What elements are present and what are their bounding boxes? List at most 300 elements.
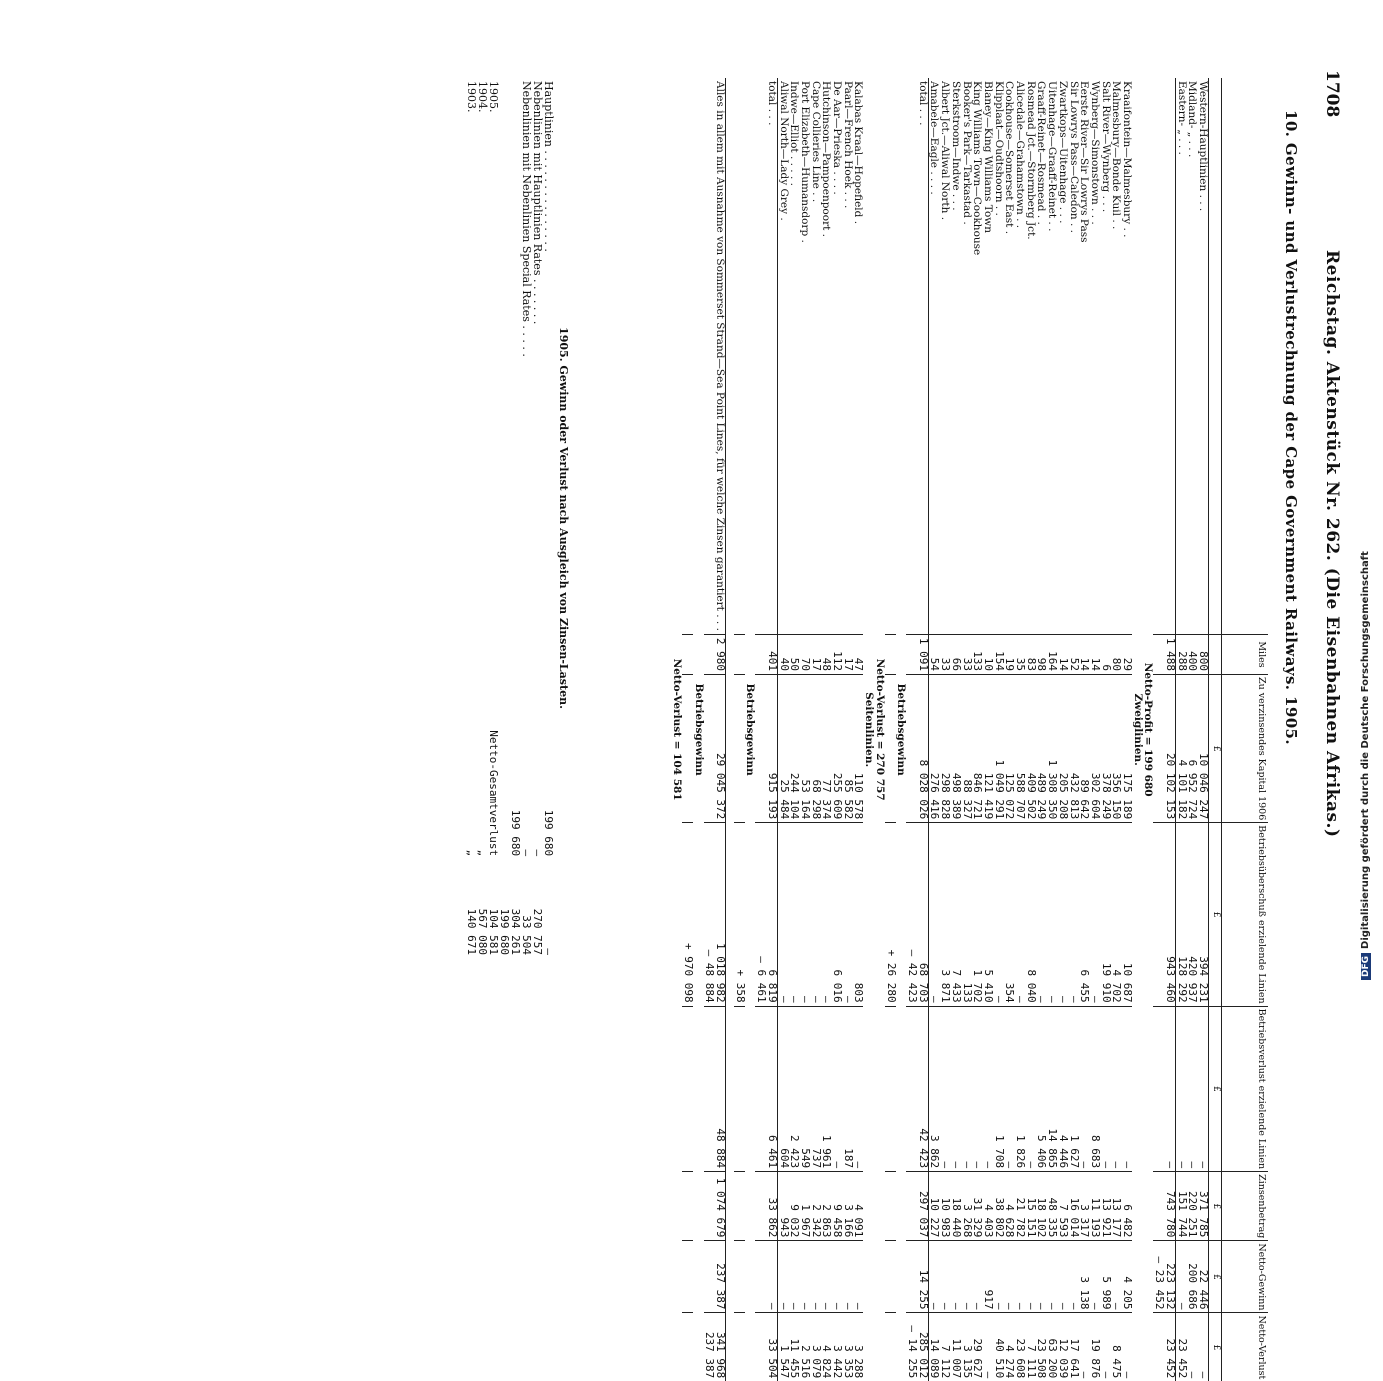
table-cell: 33 504 (766, 1313, 777, 1381)
table-cell: — (853, 1241, 864, 1313)
table-cell: 1 049 291 (993, 675, 1004, 823)
table-cell: 89 642 (1079, 675, 1090, 823)
table-row (755, 78, 766, 1381)
table-cell: 285 012 (917, 1313, 928, 1381)
summary-title: 1905. Gewinn oder Verlust nach Ausgleich von Zinsen-Lasten. (557, 327, 570, 709)
table-cell: 1 018 982 (714, 823, 725, 1006)
table-cell: 52 (1068, 634, 1079, 674)
summary-cell: — (542, 948, 555, 955)
table-cell: — (821, 823, 832, 1006)
table-row (1153, 78, 1164, 1381)
table-cell: 378 249 (1100, 675, 1111, 823)
table-cell (682, 78, 693, 634)
table-cell: Eastern- „ . . . (1175, 81, 1188, 155)
table-cell: Midland- „ . . . (1186, 81, 1199, 158)
table-cell: 3 268 (961, 1172, 972, 1241)
table-cell: total . . . (917, 78, 928, 634)
table-cell: + 358 (734, 823, 745, 1006)
table-cell (906, 675, 917, 823)
year-total-cell: Netto-Gesamtverlust (487, 730, 500, 857)
table-cell: 401 (766, 634, 777, 674)
table-cell (682, 634, 693, 674)
table-cell: 14 (1057, 634, 1068, 674)
table-cell: Alicedale—Grahamstown . . (1014, 81, 1027, 229)
table-cell: 11 007 (950, 1313, 961, 1381)
table-cell: Western-Hauptlinien . . . (1197, 81, 1209, 212)
table-cell: — (961, 1006, 972, 1172)
table-cell: — (810, 823, 821, 1006)
table-cell: — (1121, 1006, 1132, 1172)
table-cell: 48 335 (1046, 1172, 1057, 1241)
gain-note (896, 78, 907, 1381)
table-row (853, 78, 864, 1381)
table-cell: 6 (1100, 634, 1111, 674)
table-cell: — (950, 1241, 961, 1313)
table-cell: 54 (928, 634, 939, 674)
table-cell: — (1036, 823, 1047, 1006)
table-cell: 4 403 (982, 1172, 993, 1241)
table-cell: 400 (1187, 634, 1198, 674)
table-cell (682, 1313, 693, 1381)
table-cell: 11 193 (1089, 1172, 1100, 1241)
table-cell: 154 (993, 634, 1004, 674)
table-cell: 489 249 (1036, 675, 1047, 823)
table-cell: 549 (799, 1006, 810, 1172)
table-cell (704, 1006, 715, 1172)
table-cell (906, 634, 917, 674)
table-cell: 354 (1004, 823, 1015, 1006)
table-cell: 356 150 (1111, 675, 1122, 823)
year-total-cell: 567 080 (476, 908, 489, 955)
table-cell (1153, 675, 1164, 823)
table-cell: 70 (799, 634, 810, 674)
table-cell: Malmesbury—Bonde Kuil . . (1110, 81, 1123, 230)
summary-cell: Nebenlinien mit Hauptlinien Rates . . . . . . . (531, 81, 544, 325)
table-row (1014, 78, 1025, 1381)
column-header: Netto-Gewinn (1222, 1241, 1269, 1313)
table-cell: — (1004, 1006, 1015, 1172)
section-row (1132, 78, 1143, 1381)
table-row (982, 78, 993, 1381)
table-cell: Kraaifontein—Malmesbury . . (1121, 81, 1134, 238)
table-cell: Port Elizabeth—Humansdorp . (798, 81, 811, 243)
table-cell: 2 516 (799, 1313, 810, 1381)
table-cell: 2 423 (789, 1006, 800, 1172)
table-cell: 31 329 (972, 1172, 983, 1241)
year-total-cell: „ (476, 849, 489, 857)
table-cell: 420 937 (1187, 823, 1198, 1006)
table-cell: + 26 280 (885, 823, 896, 1006)
table-cell: Indwe—Elliot . . . . . (788, 81, 801, 186)
table-cell: 200 686 (1187, 1241, 1198, 1313)
table-cell: 6 455 (1079, 823, 1090, 1006)
column-header: Zinsenbetrag (1222, 1172, 1269, 1241)
table-cell: 604 (777, 1006, 788, 1172)
table-cell: 803 (853, 823, 864, 1006)
table-cell: 15 151 (1025, 1172, 1036, 1241)
table-cell: 498 389 (950, 675, 961, 823)
table-cell: — (789, 1241, 800, 1313)
table-cell: 14 (1089, 634, 1100, 674)
table-row (1121, 78, 1132, 1381)
summary-cell: 304 261 (509, 908, 522, 955)
section-label: Zweiglinien. (1131, 693, 1144, 766)
table-cell: — (993, 1241, 1004, 1313)
table-row (1197, 78, 1208, 1381)
table-cell: Albert Jct.—Aliwal North . (939, 81, 952, 221)
table-cell: — (972, 1006, 983, 1172)
table-cell: 151 744 (1175, 1172, 1186, 1241)
table-cell: — (1164, 1006, 1175, 1172)
table-row (821, 78, 832, 1381)
table-cell: 112 (831, 634, 842, 674)
table-cell: 48 884 (714, 1006, 725, 1172)
table-cell: 17 (810, 634, 821, 674)
table-cell: 29 (1121, 634, 1132, 674)
table-cell: 68 298 (810, 675, 821, 823)
table-cell: 10 227 (928, 1172, 939, 1241)
section-row (864, 78, 875, 1381)
table-cell: 244 104 (789, 675, 800, 823)
table-cell: 255 609 (831, 675, 842, 823)
table-cell: 3 138 (1079, 1241, 1090, 1313)
table-cell: 11 455 (789, 1313, 800, 1381)
table-cell: 302 604 (1089, 675, 1100, 823)
table-cell: total . . . (766, 78, 777, 634)
column-header (1222, 78, 1269, 634)
table-cell: 409 502 (1025, 675, 1036, 823)
table-cell: 23 608 (1014, 1313, 1025, 1381)
table-cell: 29 627 (972, 1313, 983, 1381)
table-row (885, 78, 896, 1381)
table-cell: 743 780 (1164, 1172, 1175, 1241)
table-cell: 110 578 (853, 675, 864, 823)
table-cell: — (842, 1241, 853, 1313)
table-row (1057, 78, 1068, 1381)
summary-cell: 199 680 (509, 809, 522, 857)
table-cell (906, 78, 917, 634)
table-cell: 29 045 372 (714, 675, 725, 823)
table-cell: — (1100, 1006, 1111, 1172)
table-cell: 276 416 (928, 675, 939, 823)
table-cell: 23 452 (1175, 1313, 1186, 1381)
table-cell: 4 091 (853, 1172, 864, 1241)
table-row (777, 78, 788, 1381)
table-cell: 42 423 (917, 1006, 928, 1172)
table-cell: 2 863 (821, 1172, 832, 1241)
table-cell: — (1111, 1006, 1122, 1172)
table-cell: — 23 452 (1153, 1241, 1164, 1313)
table-cell: — (1025, 1006, 1036, 1172)
column-header: Netto-Verlust (1222, 1313, 1269, 1381)
table-cell: 8 028 026 (917, 675, 928, 823)
table-cell: 14 255 (917, 1241, 928, 1313)
table-row (972, 78, 983, 1381)
table-row (993, 78, 1004, 1381)
table-cell: 77 374 (821, 675, 832, 823)
table-cell: 4 101 182 (1175, 675, 1186, 823)
table-cell (885, 1241, 896, 1313)
table-cell: 175 189 (1121, 675, 1132, 823)
table-cell: — (1014, 823, 1025, 1006)
table-cell: 19 876 (1089, 1313, 1100, 1381)
year-total-row (488, 78, 499, 958)
table-cell: 7 111 (1025, 1313, 1036, 1381)
table-cell: 128 292 (1175, 823, 1186, 1006)
table-cell: 35 (1014, 634, 1025, 674)
table-row (810, 78, 821, 1381)
year-total-cell: 1905. (487, 81, 500, 113)
table-cell: King Williams Town—Cookhouse (971, 81, 984, 256)
table-cell: — (831, 1241, 842, 1313)
table-cell: 3 871 (939, 823, 950, 1006)
table-cell: — (1079, 1313, 1090, 1381)
table-cell (704, 675, 715, 823)
table-cell: 13 921 (1100, 1172, 1111, 1241)
section-label: Netto-Profit = 199 680 (1142, 662, 1155, 797)
summary-cell: Nebenlinien mit Nebenlinien Special Rates . . . . . (520, 81, 533, 357)
table-cell: — (1100, 1313, 1111, 1381)
unit-cell (1209, 78, 1222, 634)
summary-cell: 270 757 (531, 908, 544, 955)
table-cell: 237 387 (704, 1313, 715, 1381)
table-cell: — (853, 1006, 864, 1172)
table-cell: 6 461 (766, 1006, 777, 1172)
table-cell: 1 708 (993, 1006, 1004, 1172)
net-profit-note (1143, 78, 1154, 1381)
table-cell: Cookhouse—Somerset East . (1003, 81, 1016, 235)
unit-cell: £ (1209, 1006, 1222, 1172)
table-cell (885, 1172, 896, 1241)
year-total-cell: 1904. (476, 81, 489, 113)
table-cell: 4 274 (1004, 1313, 1015, 1381)
unit-cell: £ (1209, 823, 1222, 1006)
section-label: Seitenlinien. (863, 692, 876, 768)
table-cell: — (972, 1241, 983, 1313)
column-header: Zu verzinsendes Kapital 1906 (1222, 675, 1269, 823)
column-header: Betriebsüberschuß erzielende Linien (1222, 823, 1269, 1006)
table-cell: 10 046 247 (1197, 675, 1208, 823)
table-cell: 297 037 (917, 1172, 928, 1241)
table-cell: 5 406 (1036, 1006, 1047, 1172)
table-cell: 2 342 (810, 1172, 821, 1241)
table-cell: 48 (821, 634, 832, 674)
table-cell: Graaff-Reinet—Rosmead . . (1035, 81, 1048, 225)
table-cell (755, 78, 766, 634)
table-cell: 288 (1175, 634, 1186, 674)
table-cell: 13 177 (1111, 1172, 1122, 1241)
table-cell: 3 166 (842, 1172, 853, 1241)
section-label: Netto-Verlust = 270 757 (873, 658, 886, 801)
table-cell: 85 582 (842, 675, 853, 823)
year-total-cell: 140 671 (465, 908, 478, 955)
summary-table (466, 78, 554, 958)
table-cell: — (993, 823, 1004, 1006)
table-cell (734, 1172, 745, 1241)
table-cell: 1 074 679 (714, 1172, 725, 1241)
table-cell: Sterkstroom—Indwe . . . (949, 81, 962, 211)
table-cell: 915 193 (766, 675, 777, 823)
table-cell (734, 675, 745, 823)
table-cell: 18 440 (950, 1172, 961, 1241)
railway-table (672, 78, 1268, 1381)
table-cell: 737 (810, 1006, 821, 1172)
table-cell: — (950, 1006, 961, 1172)
table-cell: 83 (1025, 634, 1036, 674)
table-cell: — (1068, 1241, 1079, 1313)
table-row (714, 78, 725, 1381)
table-cell: — (1036, 1241, 1047, 1313)
table-cell (734, 1313, 745, 1381)
table-cell: 133 (961, 823, 972, 1006)
table-cell: 21 782 (1014, 1172, 1025, 1241)
table-cell: 17 (842, 634, 853, 674)
table-cell: — 14 255 (906, 1313, 917, 1381)
table-cell: — (928, 1241, 939, 1313)
table-cell: 4 446 (1057, 1006, 1068, 1172)
table-cell: + 970 098 (682, 823, 693, 1006)
table-cell (755, 1241, 766, 1313)
table-cell: 25 484 (777, 675, 788, 823)
table-cell: Wynberg—Simonstown . . . (1088, 81, 1101, 225)
table-row (1046, 78, 1057, 1381)
table-cell: Klipplaat—Oudtshoorn . . (992, 81, 1005, 216)
table-cell: 187 (842, 1006, 853, 1172)
table-cell: 40 510 (993, 1313, 1004, 1381)
table-cell: 1 961 (821, 1006, 832, 1172)
table-cell: 20 102 153 (1164, 675, 1175, 823)
table-cell (885, 675, 896, 823)
table-cell: — (1089, 1241, 1100, 1313)
table-row (939, 78, 950, 1381)
table-title: 10. Gewinn- und Verlustrechnung der Cape Government Railways. 1905. (1282, 110, 1300, 746)
column-header: Betriebsverlust erzielende Linien (1222, 1006, 1269, 1172)
table-cell: 223 132 (1164, 1241, 1175, 1313)
table-cell (1153, 823, 1164, 1006)
table-cell: 125 072 (1004, 675, 1015, 823)
summary-cell: — (531, 849, 544, 857)
table-cell: 371 785 (1197, 1172, 1208, 1241)
summary-section (466, 78, 570, 958)
unit-cell: £ (1209, 675, 1222, 823)
summary-row (521, 78, 532, 958)
table-cell (755, 634, 766, 674)
table-row (950, 78, 961, 1381)
table-cell: 7 112 (939, 1313, 950, 1381)
table-cell: 8 040 (1025, 823, 1036, 1006)
table-cell (734, 78, 745, 634)
table-row (1079, 78, 1090, 1381)
table-cell: 63 200 (1046, 1313, 1057, 1381)
table-cell: — (821, 1241, 832, 1313)
table-cell: 8 475 (1111, 1313, 1122, 1381)
table-cell: Zwartkops—Uitenhage . . . (1056, 81, 1069, 224)
table-cell: 3 079 (810, 1313, 821, 1381)
table-cell: 22 446 (1197, 1241, 1208, 1313)
table-cell (704, 1241, 715, 1313)
table-cell: Hutchinson—Pampoenpoort . (820, 81, 833, 237)
table-cell (682, 675, 693, 823)
table-cell: — (1175, 1006, 1186, 1172)
table-cell: 205 208 (1057, 675, 1068, 823)
table-cell: 6 482 (1121, 1172, 1132, 1241)
table-cell: 1 967 (799, 1172, 810, 1241)
table-cell: 133 (972, 634, 983, 674)
table-cell: 298 828 (939, 675, 950, 823)
table-cell: 10 (982, 634, 993, 674)
table-cell: — (1057, 1241, 1068, 1313)
table-cell (906, 1241, 917, 1313)
table-cell: 1 826 (1014, 1006, 1025, 1172)
table-cell: 38 802 (993, 1172, 1004, 1241)
table-cell: 5 410 (982, 823, 993, 1006)
table-cell: 1 308 350 (1046, 675, 1057, 823)
summary-row (543, 78, 554, 958)
table-cell: 3 317 (1079, 1172, 1090, 1241)
table-cell: 33 (961, 634, 972, 674)
table-cell: 16 014 (1068, 1172, 1079, 1241)
table-cell: 7 433 (950, 823, 961, 1006)
table-cell: 1 627 (1068, 1006, 1079, 1172)
table-cell: 10 687 (1121, 823, 1132, 1006)
table-cell: 943 460 (1164, 823, 1175, 1006)
table-cell: 1 702 (972, 823, 983, 1006)
table-cell (704, 1172, 715, 1241)
table-cell: — (939, 1241, 950, 1313)
gain-note (693, 78, 704, 1381)
table-cell: — (961, 1241, 972, 1313)
table-cell: 5 989 (1100, 1241, 1111, 1313)
table-cell: 394 231 (1197, 823, 1208, 1006)
table-cell: 14 865 (1046, 1006, 1057, 1172)
table-row (928, 78, 939, 1381)
table-cell: 80 (1111, 634, 1122, 674)
table-cell: Booker's Park—Tarkastad . (960, 81, 973, 225)
table-cell: 17 641 (1068, 1313, 1079, 1381)
gain-note (745, 78, 756, 1381)
table-cell: — (831, 1006, 842, 1172)
table-cell (734, 1241, 745, 1313)
table-cell (885, 78, 896, 634)
table-cell: — (1046, 823, 1057, 1006)
table-row (831, 78, 842, 1381)
page-number: 1708 (1322, 70, 1342, 118)
dfg-logo: DFG (1361, 953, 1371, 980)
table-row (789, 78, 800, 1381)
table-cell: 432 813 (1068, 675, 1079, 823)
column-header: Miles (1222, 634, 1269, 674)
table-row (734, 78, 745, 1381)
table-row (1164, 78, 1175, 1381)
table-cell: 19 (1004, 634, 1015, 674)
table-cell: 3 288 (853, 1313, 864, 1381)
table-row (1175, 78, 1186, 1381)
table-cell: 943 (777, 1172, 788, 1241)
table-cell: — (939, 1006, 950, 1172)
table-row (1089, 78, 1100, 1381)
table-cell (734, 634, 745, 674)
table-cell: — (777, 823, 788, 1006)
table-cell (755, 675, 766, 823)
year-total-row (466, 78, 477, 958)
table-cell (1153, 1172, 1164, 1241)
table-cell: — (982, 1313, 993, 1381)
summary-cell: 199 680 (498, 908, 511, 955)
table-row (1068, 78, 1079, 1381)
unit-cell: £ (1209, 1313, 1222, 1381)
table-cell: Amabele—Eagle . . . . (928, 81, 941, 195)
summary-cell: 199 680 (542, 809, 555, 857)
